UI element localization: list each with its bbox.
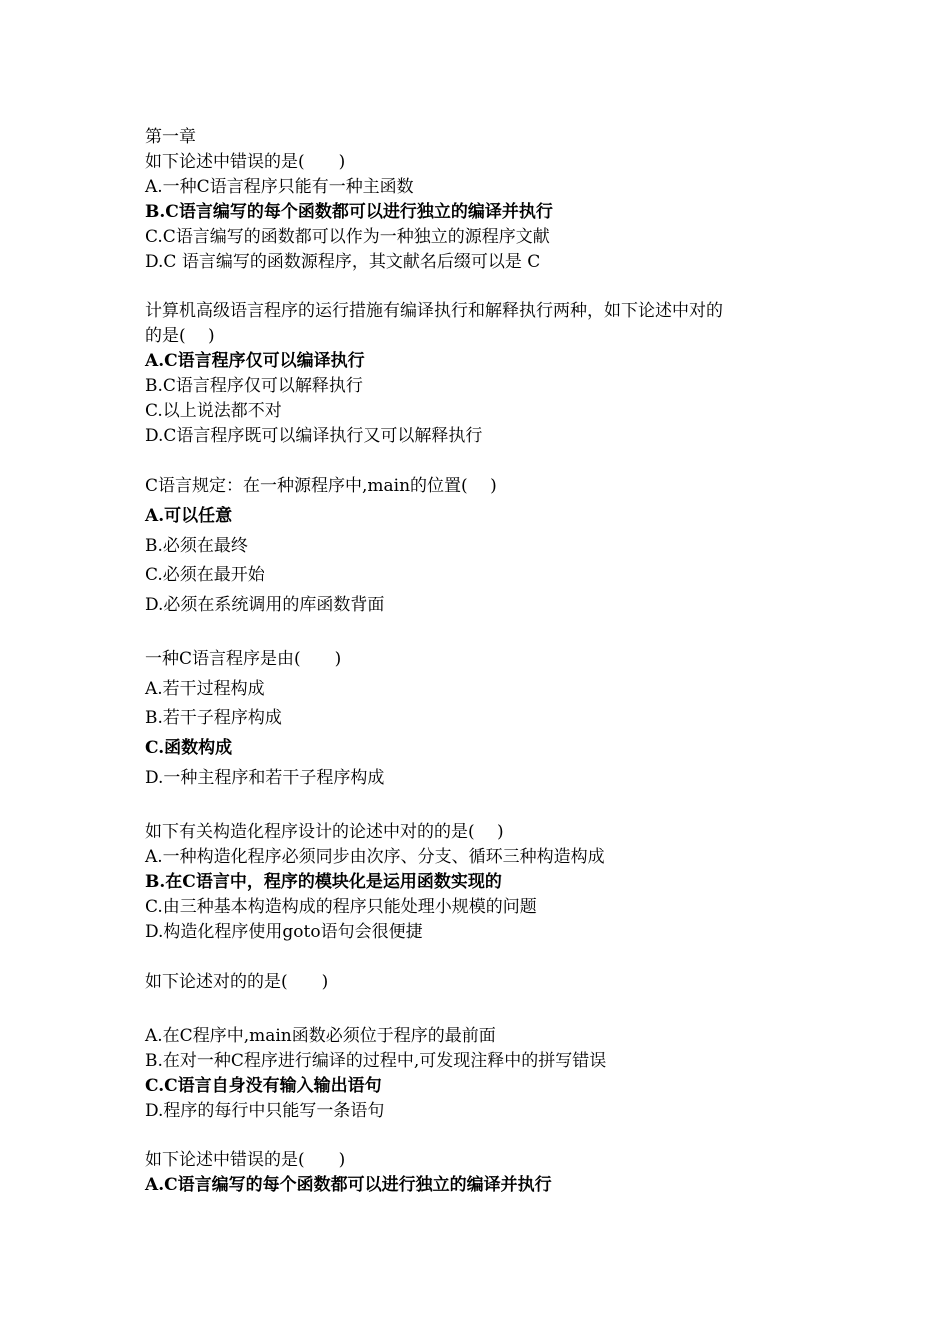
question-5-stem: 如下有关构造化程序设计的论述中对的的是( ) [145, 822, 504, 842]
question-4-option-b: B.若干子程序构成 [145, 708, 282, 728]
question-3-option-c: C.必须在最开始 [145, 565, 265, 585]
question-3-option-d: D.必须在系统调用的库函数背面 [145, 595, 385, 615]
question-6-option-b: B.在对一种C程序进行编译的过程中,可发现注释中的拼写错误 [145, 1051, 607, 1071]
question-2-option-d: D.C语言程序既可以编译执行又可以解释执行 [145, 426, 483, 446]
question-1-stem: 如下论述中错误的是( ) [145, 152, 346, 172]
question-4-option-a: A.若干过程构成 [145, 679, 265, 699]
question-7-option-a-answer: A.C语言编写的每个函数都可以进行独立的编译并执行 [145, 1175, 552, 1195]
chapter-heading: 第一章 [145, 127, 196, 147]
question-2-stem-line-2: 的是( ) [145, 326, 215, 346]
question-1-option-c: C.C语言编写的函数都可以作为一种独立的源程序文献 [145, 227, 550, 247]
question-1-option-a: A.一种C语言程序只能有一种主函数 [145, 177, 414, 197]
question-3-option-a-answer: A.可以任意 [145, 506, 233, 526]
question-6-option-c-answer: C.C语言自身没有输入输出语句 [145, 1076, 382, 1096]
question-5-option-b-answer: B.在C语言中，程序的模块化是运用函数实现的 [145, 872, 502, 892]
question-2-option-c: C.以上说法都不对 [145, 401, 282, 421]
question-5-option-c: C.由三种基本构造构成的程序只能处理小规模的问题 [145, 897, 537, 917]
question-2-stem-line-1: 计算机高级语言程序的运行措施有编译执行和解释执行两种，如下论述中对的 [145, 301, 723, 321]
question-6-option-a: A.在C程序中,main函数必须位于程序的最前面 [145, 1026, 496, 1046]
question-2-option-b: B.C语言程序仅可以解释执行 [145, 376, 363, 396]
question-6-stem: 如下论述对的的是( ) [145, 972, 329, 992]
question-1-option-b-answer: B.C语言编写的每个函数都可以进行独立的编译并执行 [145, 202, 553, 222]
question-2-option-a-answer: A.C语言程序仅可以编译执行 [145, 351, 365, 371]
question-5-option-a: A.一种构造化程序必须同步由次序、分支、循环三种构造构成 [145, 847, 605, 867]
question-4-option-c-answer: C.函数构成 [145, 738, 233, 758]
question-3-stem: C语言规定：在一种源程序中,main的位置( ) [145, 476, 497, 496]
question-7-stem: 如下论述中错误的是( ) [145, 1150, 346, 1170]
question-3-option-b: B.必须在最终 [145, 536, 248, 556]
question-4-option-d: D.一种主程序和若干子程序构成 [145, 768, 385, 788]
question-1-option-d: D.C 语言编写的函数源程序，其文献名后缀可以是 C [145, 252, 541, 272]
question-6-option-d: D.程序的每行中只能写一条语句 [145, 1101, 385, 1121]
question-4-stem: 一种C语言程序是由( ) [145, 649, 342, 669]
question-5-option-d: D.构造化程序使用goto语句会很便捷 [145, 922, 423, 942]
